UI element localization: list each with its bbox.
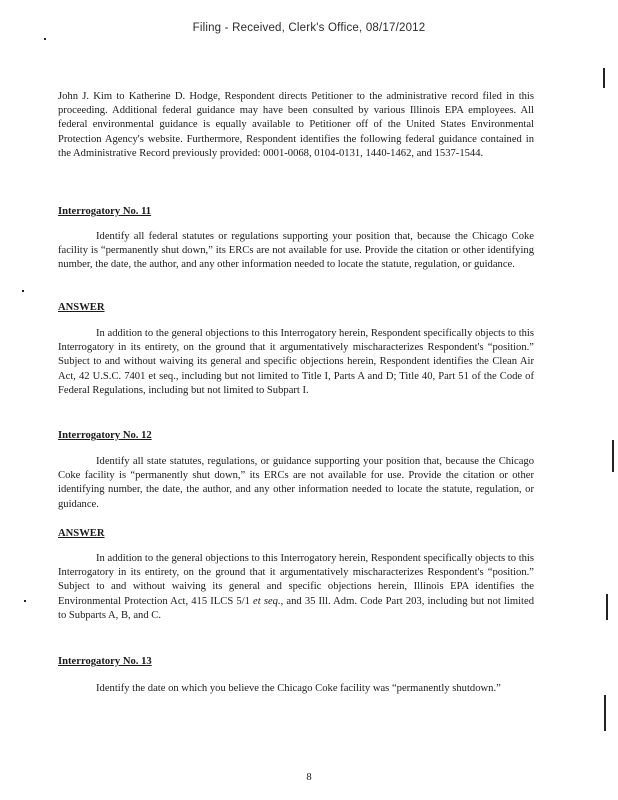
intro-section [58,90,534,161]
page-number: 8 [306,772,312,783]
interrogatory-12-section [58,455,534,512]
answer-12-text-part2: , and 35 Ill. Adm. Code Part 203, including but not limited to Subparts A, B, and C. [58,595,534,621]
interrogatory-12-heading: Interrogatory No. 12 [58,430,152,441]
interrogatory-13-heading: Interrogatory No. 13 [58,656,152,667]
scan-dot [44,38,46,40]
answer-12-italic: et seq. [253,595,281,607]
interrogatory-11-heading: Interrogatory No. 11 [58,206,152,217]
scan-dot [24,600,26,602]
answer-12-section [58,552,534,623]
answer-11-section [58,327,534,398]
interrogatory-11-section [58,230,534,273]
answer-12-text-part1: In addition to the general objections to this Interrogatory herein, Respondent specifically objects to this Interrogatory in its entirety, on the ground that it argumentatively mischaracterizes Respondent's “position.” Subject to and without waiving its general and specific objections herein, Illinois EPA identifies the Environmental Protection Act, 415 ILCS 5/1 [58,553,534,607]
intro-paragraph: John J. Kim to Katherine D. Hodge, Respondent directs Petitioner to the administrative record filed in this proceeding. Additional federal guidance may have been consulted by various Illinois EPA employees. All federal environmental guidance is equally available to Petitioner off of the United States Environmental Protection Agency's website. Furthermore, Respondent identifies the following federal guidance contained in the Administrative Record previously provided: 0001-0068, 0104-0131, 1440-1462, and 1537-1544. [58,91,534,159]
filing-header: Filing - Received, Clerk's Office, 08/17/2012 [192,22,426,34]
scan-dot [22,290,24,292]
interrogatory-11-text: Identify all federal statutes or regulations supporting your position that, because the Chicago Coke facility is “permanently shut down,” its ERCs are not available for use. Provide the citation or other identifying number, the date, the author, and any other information needed to locate the statute, regulation, or guidance. [58,231,534,271]
interrogatory-13-section [58,682,534,696]
answer-12-heading: ANSWER [58,528,105,539]
answer-11-heading: ANSWER [58,302,105,313]
answer-12-text [58,552,534,623]
interrogatory-13-text: Identify the date on which you believe the Chicago Coke facility was “permanently shutdown.” [96,683,501,694]
interrogatory-12-text: Identify all state statutes, regulations, or guidance supporting your position that, because the Chicago Coke facility is “permanently shut down,” its ERCs are not available for use. Provide the citation or other identifying number, the date, the author, and any other information needed to locate the statute, regulation, or guidance. [58,456,534,510]
answer-11-text: In addition to the general objections to this Interrogatory herein, Respondent specifically objects to this Interrogatory in its entirety, on the ground that it argumentatively mischaracterizes Respondent's “position.” Subject to and without waiving its general and specific objections herein, Respondent identifies the Clean Air Act, 42 U.S.C. 7401 et seq., including but not limited to Title I, Parts A and D; Title 40, Part 51 of the Code of Federal Regulations, including but not limited to Subpart I. [58,328,534,396]
scan-mark [603,68,605,88]
scan-mark [604,695,606,731]
scan-mark [612,440,614,472]
scan-mark [606,594,608,620]
